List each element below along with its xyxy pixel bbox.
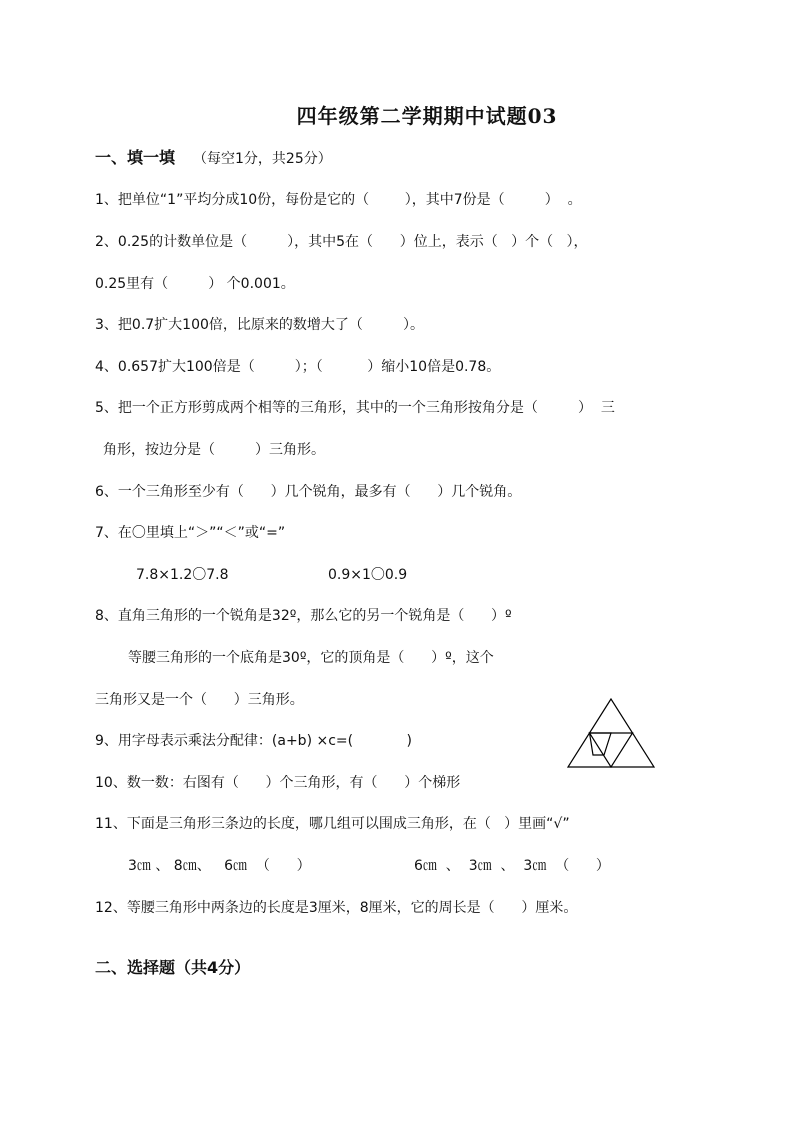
- question-12: 12、等腰三角形中两条边的长度是3厘米，8厘米，它的周长是（ ）厘米。: [95, 900, 578, 916]
- question-6: 6、一个三角形至少有（ ）几个锐角，最多有（ ）几个锐角。: [95, 484, 522, 500]
- question-11-group-1: 3㎝ 、 8㎝、 6㎝ （ ）: [128, 858, 311, 874]
- question-2-line-1: 2、0.25的计数单位是（ ），其中5在（ ）位上，表示（ ）个（ ），: [95, 234, 588, 250]
- question-1: 1、把单位“1”平均分成10份，每份是它的（ ），其中7份是（ ） 。: [95, 192, 582, 208]
- question-7: 7、在〇里填上“＞”“＜”或“=”: [95, 525, 286, 541]
- triangle-figure: [566, 697, 656, 769]
- question-5-line-2: 角形，按边分是（ ）三角形。: [103, 442, 326, 458]
- question-3: 3、把0.7扩大100倍，比原来的数增大了（ ）。: [95, 317, 424, 333]
- question-2-line-2: 0.25里有（ ） 个0.001。: [95, 276, 295, 292]
- question-8-line-3: 三角形又是一个（ ）三角形。: [95, 692, 304, 708]
- question-10: 10、数一数：右图有（ ）个三角形，有（ ）个梯形: [95, 775, 461, 791]
- question-9: 9、用字母表示乘法分配律：(a+b) ×c=( ): [95, 733, 412, 749]
- question-4: 4、0.657扩大100倍是（ ）；（ ）缩小10倍是0.78。: [95, 359, 501, 375]
- inner-trapezoid: [590, 733, 612, 755]
- question-7-expression-1: 7.8×1.2〇7.8: [136, 567, 229, 583]
- question-11-group-2: 6㎝ 、 3㎝ 、 3㎝ （ ）: [414, 858, 610, 874]
- question-7-expression-2: 0.9×1〇0.9: [328, 567, 408, 583]
- question-11: 11、下面是三角形三条边的长度，哪几组可以围成三角形，在（ ）里画“√”: [95, 816, 570, 832]
- section-2-heading: 二、选择题（共4分）: [95, 958, 251, 977]
- section-1-score-note: （每空1分，共25分）: [193, 151, 332, 167]
- section-1-heading: [95, 148, 332, 169]
- inner-triangle: [590, 733, 633, 767]
- question-8-line-2: 等腰三角形的一个底角是30º，它的顶角是（ ）º，这个: [128, 650, 494, 666]
- question-8-line-1: 8、直角三角形的一个锐角是32º，那么它的另一个锐角是（ ）º: [95, 608, 512, 624]
- question-5-line-1: 5、把一个正方形剪成两个相等的三角形，其中的一个三角形按角分是（ ） 三: [95, 400, 615, 416]
- page-title: 四年级第二学期期中试题03: [296, 104, 558, 128]
- section-1-title: 一、填一填: [95, 148, 176, 167]
